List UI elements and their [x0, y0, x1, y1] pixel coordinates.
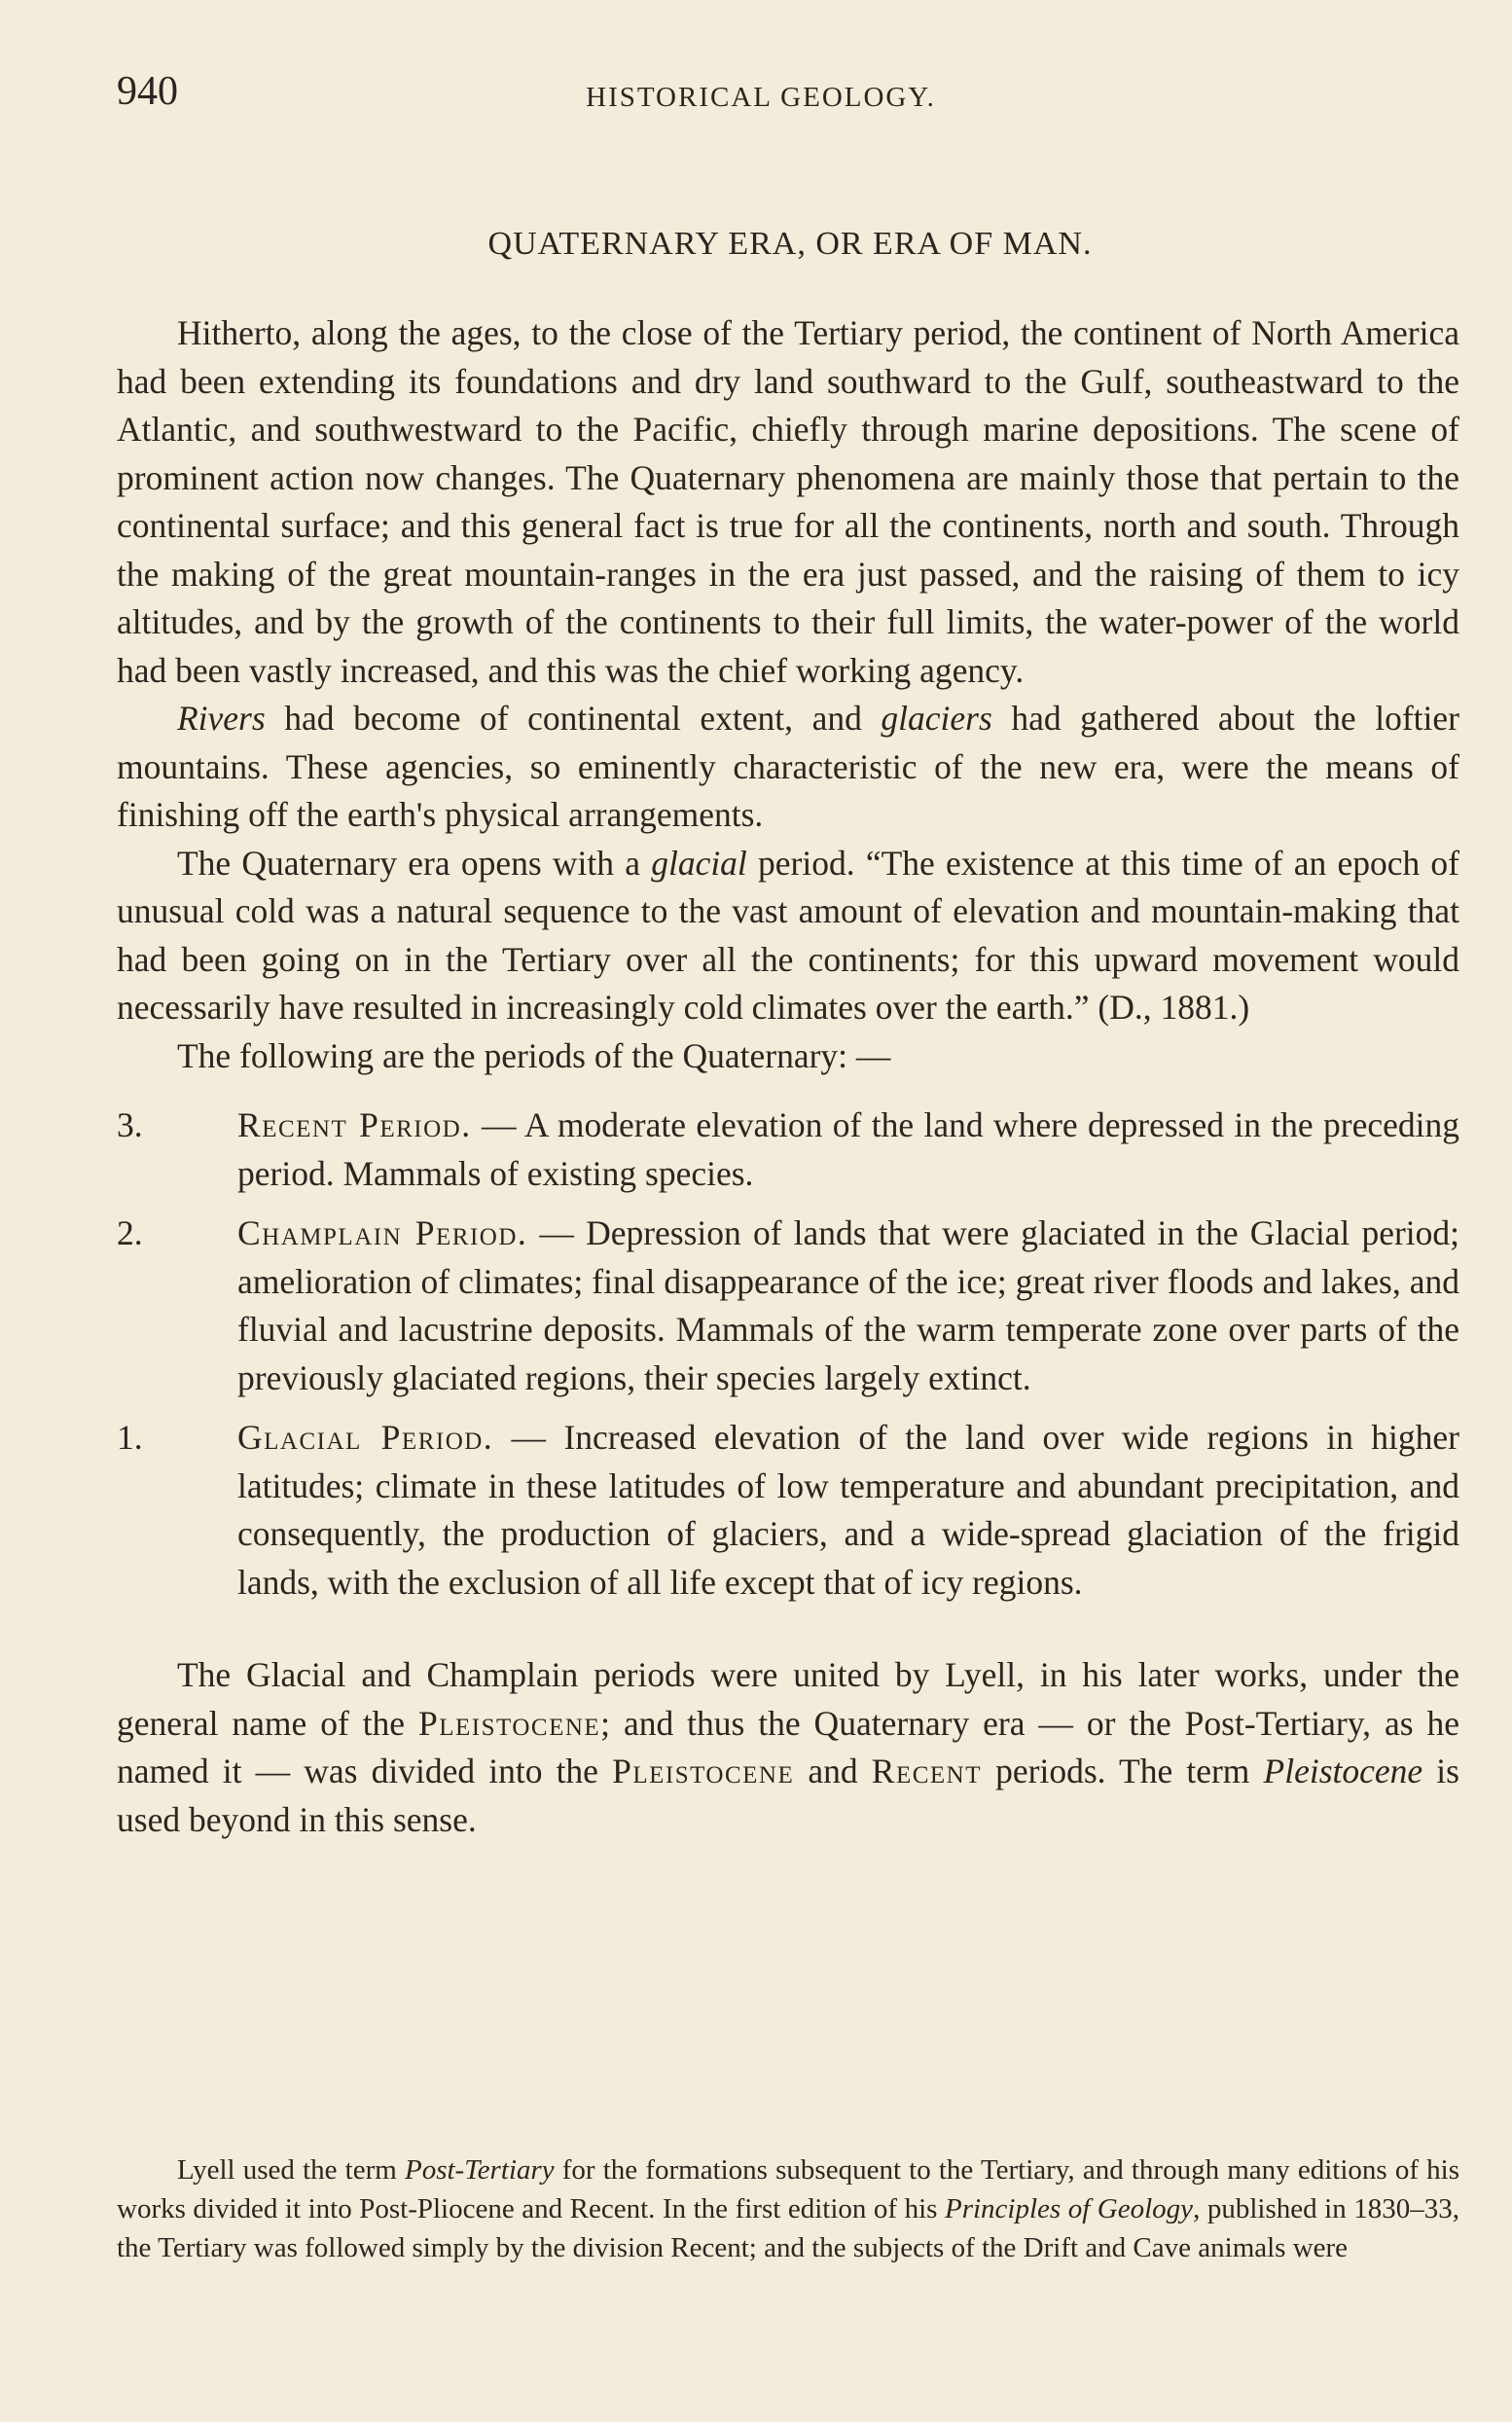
body-text [117, 309, 1459, 1844]
italic-term: Post-Tertiary [404, 2154, 555, 2186]
italic-term: glaciers [881, 699, 992, 738]
period-number: 2. [117, 1213, 143, 1252]
paragraph-closing: The Glacial and Champlain periods were united by Lyell, in his later works, under the general name of the Pleistocene; and thus the Quaternary era — or the Post-Tertiary, as he named it — was divided into the Pleistocene and Recent periods. The term Pleistocene is used beyond in this sense. [117, 1655, 1459, 1839]
footnote [117, 2151, 1459, 2267]
period-name: Recent Period. [237, 1105, 472, 1144]
period-name: Champlain Period. [237, 1213, 528, 1252]
paragraph-periods-intro: The following are the periods of the Quaternary: — [177, 1035, 891, 1075]
paragraph-glacial-period: The Quaternary era opens with a glacial period. “The existence at this time of an epoch of unusual cold was a natural sequence to the vast amount of elevation and mountain-making that had been going on in the Tertiary over all the continents; for this upward movement would necessarily have resulted in increasingly cold climates over the earth.” (D., 1881.) [117, 843, 1459, 1027]
footnote-text: Lyell used the term Post-Tertiary for the formations subsequent to the Tertiary, and through many editions of his works divided it into Post-Pliocene and Recent. In the first edition of his Principles of Geology, published in 1830–33, the Tertiary was followed simply by the division Recent; and the subjects of the Drift and Cave animals were [117, 2154, 1459, 2263]
period-description: — Increased elevation of the land over wide regions in higher latitudes; climate in these latitudes of low temperature and abundant precipitation, and consequently, the production of glaciers, and a wide-spread glaciation of the frigid lands, with the exclusion of all life except that of icy regions. [237, 1418, 1459, 1602]
italic-term: Principles of Geology [944, 2193, 1194, 2224]
list-item [117, 1210, 1459, 1402]
period-number: 3. [117, 1105, 143, 1144]
list-item [117, 1414, 1459, 1607]
page-header [117, 68, 1405, 127]
periods-list [117, 1102, 1459, 1607]
running-head: HISTORICAL GEOLOGY. [586, 82, 936, 113]
small-caps-term: Recent [871, 1752, 983, 1790]
period-description: — A moderate elevation of the land where depressed in the preceding period. Mammals of existing species. [237, 1105, 1460, 1193]
paragraph-rivers-glaciers: Rivers had become of continental extent, and glaciers had gathered about the loftier mountains. These agencies, so eminently characteristic of the new era, were the means of finishing off the earth's physical arrangements. [117, 699, 1459, 834]
italic-term: Pleistocene [1263, 1752, 1423, 1790]
small-caps-term: Pleistocene [612, 1752, 795, 1790]
italic-term: glacial [651, 843, 747, 883]
page-number: 940 [117, 69, 178, 114]
italic-term: Rivers [177, 699, 266, 738]
list-item [117, 1102, 1459, 1198]
period-name: Glacial Period. [237, 1418, 494, 1457]
period-number: 1. [117, 1418, 143, 1457]
period-description: — Depression of lands that were glaciated in the Glacial period; amelioration of climates; final disappearance of the ice; great river floods and lakes, and fluvial and lacustrine deposits. Mammals of the warm temperate zone over parts of the previously glaciated regions, their species largely extinct. [237, 1213, 1460, 1397]
section-title: QUATERNARY ERA, OR ERA OF MAN. [487, 226, 1093, 262]
small-caps-term: Pleistocene [418, 1703, 601, 1743]
paragraph-intro: Hitherto, along the ages, to the close of the Tertiary period, the continent of North America had been extending its foundations and dry land southward to the Gulf, southeastward to the Atlantic, and southwestward to the Pacific, chiefly through marine depositions. The scene of prominent action now changes. The Quaternary phenomena are mainly those that pertain to the continental surface; and this general fact is true for all the continents, north and south. Through the making of the great mountain-ranges in the era just passed, and the raising of them to icy altitudes, and by the growth of the continents to their full limits, the water-power of the world had been vastly increased, and this was the chief working agency. [117, 313, 1459, 690]
